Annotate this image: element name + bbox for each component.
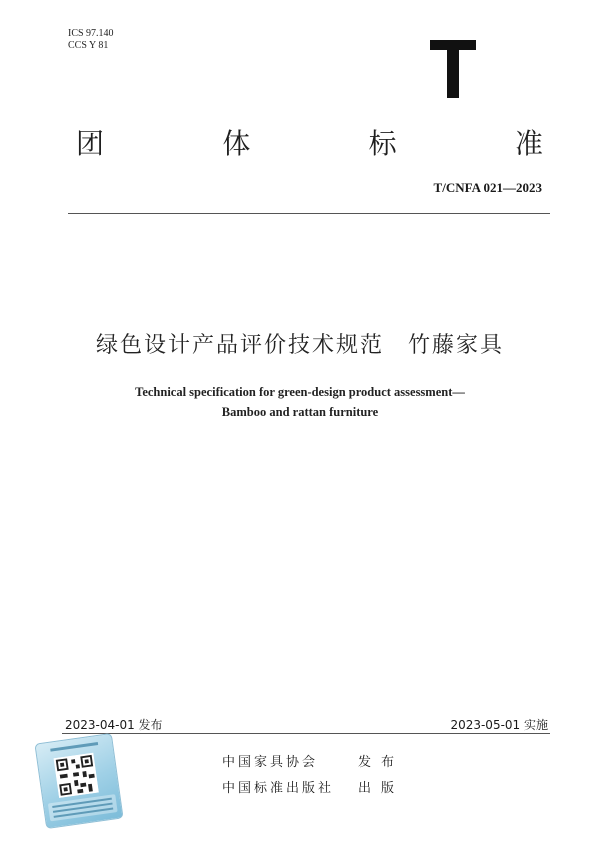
title-english-line: Technical specification for green-design product assessment— [135, 385, 465, 399]
standard-type-char: 标 [368, 127, 398, 160]
issuer-row [222, 776, 404, 802]
publish-date: 2023-04-01 发布 [65, 718, 163, 732]
bottom-divider [62, 733, 550, 734]
classification-codes [68, 28, 114, 52]
title-english-line: Bamboo and rattan furniture [221, 405, 379, 419]
standard-type [76, 122, 544, 162]
issuer-action: 发布 [358, 755, 405, 770]
standard-type-char: 准 [514, 127, 544, 160]
standard-type-char: 团 [76, 127, 106, 160]
standard-type-char: 体 [222, 127, 252, 160]
qr-code-icon [54, 753, 99, 798]
sticker-header-stripe [42, 740, 106, 757]
issuers [222, 750, 404, 802]
top-divider [68, 213, 550, 214]
anti-counterfeit-sticker [34, 733, 123, 829]
sticker-footer [48, 794, 118, 821]
title-chinese: 绿色设计产品评价技术规范 竹藤家具 [95, 333, 504, 358]
implement-date: 2023-05-01 实施 [450, 718, 548, 732]
category-letter-t [430, 40, 476, 98]
issuer-action: 出版 [358, 781, 405, 796]
standard-number: T/CNFA 021—2023 [433, 180, 542, 195]
ccs-code: CCS Y 81 [68, 40, 109, 51]
issuer-row [222, 750, 404, 776]
issuer-org: 中国家具协会 [222, 755, 319, 770]
ics-code: ICS 97.140 [68, 28, 114, 39]
issuer-org: 中国标准出版社 [222, 781, 335, 796]
title-english [0, 382, 600, 422]
